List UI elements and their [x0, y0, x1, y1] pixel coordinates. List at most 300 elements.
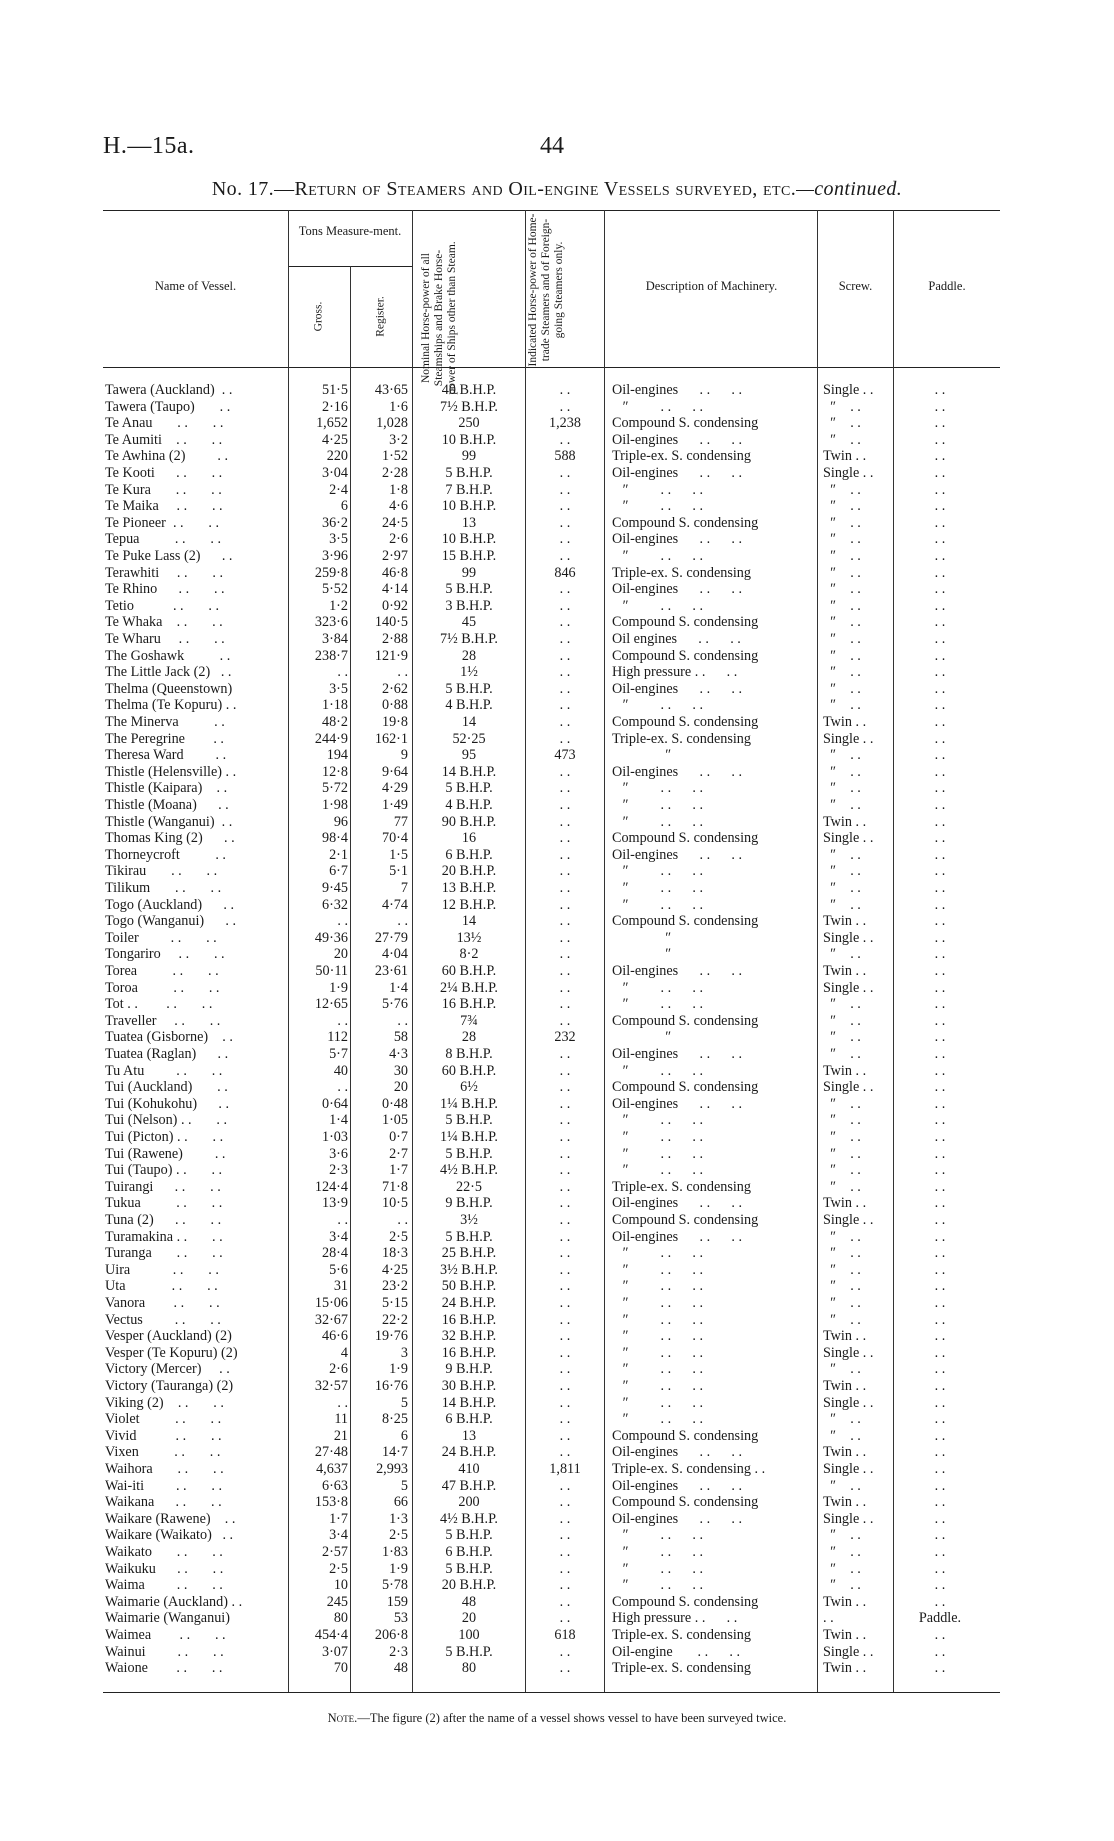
paddle-type: . .	[934, 498, 946, 515]
register-tons: 19·8	[381, 714, 408, 730]
paddle-type: . .	[934, 913, 946, 930]
indicated-hp: 1,811	[549, 1461, 581, 1477]
table-row	[0, 1195, 1114, 1212]
vessel-name: Traveller . . . .	[105, 1012, 221, 1029]
machinery-description: ″ . . . .	[612, 548, 704, 564]
table-row	[0, 1444, 1114, 1461]
screw-type: ″ . .	[823, 1278, 861, 1295]
screw-type: Single . .	[823, 730, 874, 747]
machinery-description: ″	[612, 946, 672, 963]
indicated-hp: . .	[559, 1477, 571, 1494]
machinery-description: Oil-engines . . . .	[612, 963, 743, 979]
indicated-hp: . .	[559, 1660, 571, 1677]
table-row	[0, 697, 1114, 714]
gross-tons: 96	[333, 813, 348, 830]
paddle-type: . .	[934, 1029, 946, 1046]
vessel-name: Thistle (Wanganui) . .	[105, 813, 233, 830]
table-row	[0, 1112, 1114, 1129]
table-row	[0, 913, 1114, 930]
screw-type: Twin . .	[823, 1627, 867, 1643]
nominal-hp: 3 B.H.P.	[445, 597, 493, 614]
register-tons: 1·7	[389, 1162, 408, 1179]
table-row	[0, 1229, 1114, 1246]
indicated-hp: . .	[559, 1178, 571, 1195]
machinery-description: Compound S. condensing	[612, 1427, 759, 1444]
gross-tons: 245	[326, 1593, 348, 1610]
title-prefix: No. 17.—	[211, 178, 295, 200]
indicated-hp: 846	[554, 564, 576, 581]
register-tons: 1·8	[389, 481, 408, 498]
header-indicated-hp: Indicated Horse-power of Home-trade Steamers and of Foreign-going Steamers only.	[527, 213, 565, 367]
gross-tons: 5·72	[321, 780, 348, 797]
paddle-type: . .	[934, 514, 946, 531]
vessel-name: Tawera (Taupo) . .	[105, 398, 231, 415]
indicated-hp: . .	[559, 1378, 571, 1394]
nominal-hp: 5 B.H.P.	[445, 1643, 493, 1660]
vessel-name: Wainui . . . .	[105, 1643, 224, 1660]
screw-type: ″ . .	[823, 1477, 861, 1494]
gross-tons: 51·5	[321, 382, 348, 398]
screw-type: Twin . .	[823, 1593, 867, 1610]
screw-type: Single . .	[823, 929, 874, 946]
table-row	[0, 830, 1114, 847]
indicated-hp: . .	[559, 1112, 571, 1129]
screw-type: ″ . .	[823, 548, 861, 564]
screw-type: ″ . .	[823, 1411, 861, 1428]
register-tons: 9·64	[381, 763, 408, 780]
vessel-name: Thistle (Moana) . .	[105, 797, 229, 813]
vessel-name: Te Rhino . . . .	[105, 581, 225, 598]
vessel-name: Waima . . . .	[105, 1577, 223, 1594]
vessel-name: Waikuku . . . .	[105, 1560, 224, 1577]
nominal-hp: 10 B.H.P.	[441, 531, 497, 548]
gross-tons: 12·8	[321, 763, 348, 780]
screw-type: ″ . .	[823, 797, 861, 813]
gross-tons: 36·2	[321, 514, 348, 531]
paddle-type: . .	[934, 1212, 946, 1228]
indicated-hp: . .	[559, 631, 571, 647]
indicated-hp: 588	[554, 448, 576, 465]
machinery-description: Compound S. condensing	[612, 1212, 759, 1228]
table-row	[0, 482, 1114, 499]
machinery-description: Oil-engines . . . .	[612, 382, 743, 398]
vessel-name: Theresa Ward . .	[105, 747, 227, 764]
gross-tons: 32·57	[314, 1378, 348, 1394]
register-tons: . .	[397, 1212, 408, 1228]
gross-tons: 13·9	[321, 1195, 348, 1212]
header-register: Register.	[374, 296, 387, 337]
register-tons: 1·52	[381, 448, 408, 465]
paddle-type: . .	[934, 747, 946, 764]
vessel-name: Waikato . . . .	[105, 1544, 223, 1560]
table-row	[0, 963, 1114, 980]
nominal-hp: 28	[461, 1029, 477, 1046]
gross-tons: 3·96	[321, 548, 348, 564]
vessel-name: Te Kura . . . .	[105, 481, 222, 498]
note-label: Note.	[327, 1711, 358, 1725]
machinery-description: Oil-engines . . . .	[612, 1228, 743, 1245]
screw-type: ″ . .	[823, 780, 861, 797]
nominal-hp: 4½ B.H.P.	[440, 1162, 498, 1179]
gross-tons: 1·18	[321, 697, 348, 714]
vessel-name: Tepua . . . .	[105, 531, 222, 548]
machinery-description: Oil-engines . . . .	[612, 763, 743, 780]
table-row	[0, 780, 1114, 797]
paddle-type: . .	[934, 1145, 946, 1162]
gross-tons: 70	[333, 1660, 348, 1677]
nominal-hp: 12 B.H.P.	[441, 896, 497, 913]
nominal-hp: 13½	[456, 929, 482, 946]
register-tons: 18·3	[381, 1245, 408, 1262]
paddle-type: . .	[934, 1411, 946, 1428]
register-tons: 77	[393, 813, 408, 830]
paddle-type: . .	[934, 896, 946, 913]
paddle-type: . .	[934, 1593, 946, 1610]
vessel-name: Thelma (Te Kopuru) . .	[105, 697, 237, 714]
table-row	[0, 1411, 1114, 1428]
nominal-hp: 4 B.H.P.	[445, 697, 493, 714]
table-row	[0, 880, 1114, 897]
gross-tons: 21	[333, 1427, 348, 1444]
indicated-hp: . .	[559, 913, 571, 930]
vessel-name: Thorneycroft . .	[105, 846, 226, 863]
register-tons: 3·2	[389, 431, 408, 448]
register-tons: 2·62	[381, 680, 408, 697]
machinery-description: ″ . . . .	[612, 780, 704, 797]
screw-type: Twin . .	[823, 913, 867, 930]
nominal-hp: 40 B.H.P.	[441, 382, 497, 398]
register-tons: 6	[400, 1427, 408, 1444]
machinery-description: ″ . . . .	[612, 597, 704, 614]
register-tons: 5·78	[381, 1577, 408, 1594]
gross-tons: 153·8	[314, 1494, 348, 1511]
register-tons: 4·74	[381, 896, 408, 913]
vessel-name: Tui (Picton) . . . .	[105, 1129, 224, 1145]
table-row	[0, 996, 1114, 1013]
paddle-type: . .	[934, 813, 946, 830]
vessel-name: Te Anau . . . .	[105, 415, 224, 432]
nominal-hp: 13	[461, 514, 477, 531]
vessel-name: Vanora . . . .	[105, 1295, 220, 1311]
nominal-hp: 6 B.H.P.	[445, 1544, 493, 1560]
register-tons: 27·79	[374, 929, 408, 946]
machinery-description: Oil-engines . . . .	[612, 846, 743, 863]
machinery-description: Triple-ex. S. condensing	[612, 730, 751, 747]
table-row	[0, 1561, 1114, 1578]
table-row	[0, 565, 1114, 582]
nominal-hp: 8 B.H.P.	[445, 1046, 493, 1062]
machinery-description: Triple-ex. S. condensing	[612, 1660, 751, 1677]
register-tons: 0·88	[381, 697, 408, 714]
register-tons: . .	[397, 664, 408, 681]
gross-tons: 6·32	[321, 896, 348, 913]
gross-tons: 1·03	[321, 1129, 348, 1145]
table-row	[0, 648, 1114, 665]
indicated-hp: . .	[559, 431, 571, 448]
gross-tons: 323·6	[314, 614, 348, 631]
table-row	[0, 515, 1114, 532]
machinery-description: Oil-engines . . . .	[612, 1510, 743, 1527]
table-row	[0, 1494, 1114, 1511]
indicated-hp: . .	[559, 498, 571, 515]
paddle-type: . .	[934, 1079, 946, 1096]
indicated-hp: . .	[559, 863, 571, 880]
indicated-hp: . .	[559, 880, 571, 896]
table-row	[0, 598, 1114, 615]
register-tons: 7	[400, 880, 408, 896]
indicated-hp: . .	[559, 929, 571, 946]
screw-type: ″ . .	[823, 664, 861, 681]
machinery-description: Compound S. condensing	[612, 1593, 759, 1610]
screw-type: ″ . .	[823, 1046, 861, 1062]
paddle-type: . .	[934, 1477, 946, 1494]
vessel-name: Tetio . . . .	[105, 597, 220, 614]
machinery-description: Oil-engines . . . .	[612, 465, 743, 481]
table-row	[0, 1345, 1114, 1362]
gross-tons: 5·6	[329, 1261, 348, 1278]
machinery-description: Oil-engines . . . .	[612, 1477, 743, 1494]
table-row	[0, 1594, 1114, 1611]
machinery-description: Triple-ex. S. condensing	[612, 448, 751, 465]
table-row	[0, 1428, 1114, 1445]
gross-tons: 1·98	[321, 797, 348, 813]
register-tons: 2·88	[381, 631, 408, 647]
indicated-hp: . .	[559, 1411, 571, 1428]
register-tons: 121·9	[374, 647, 408, 664]
screw-type: Single . .	[823, 1461, 874, 1477]
nominal-hp: 7¾	[460, 1012, 478, 1029]
screw-type: ″ . .	[823, 564, 861, 581]
gross-tons: 5·7	[329, 1046, 348, 1062]
paddle-type: . .	[934, 465, 946, 481]
indicated-hp: . .	[559, 1328, 571, 1345]
indicated-hp: . .	[559, 1560, 571, 1577]
gross-tons: 3·6	[329, 1145, 348, 1162]
machinery-description: ″ . . . .	[612, 1278, 704, 1295]
nominal-hp: 13 B.H.P.	[441, 880, 497, 896]
gross-tons: 15·06	[314, 1295, 348, 1311]
machinery-description: ″ . . . .	[612, 996, 704, 1013]
indicated-hp: . .	[559, 1295, 571, 1311]
nominal-hp: 100	[458, 1627, 480, 1643]
register-tons: 30	[393, 1062, 408, 1079]
indicated-hp: . .	[559, 963, 571, 979]
vessel-name: Thistle (Kaipara) . .	[105, 780, 228, 797]
paddle-type: . .	[934, 1427, 946, 1444]
table-row	[0, 1278, 1114, 1295]
paddle-type: . .	[934, 996, 946, 1013]
vessel-name: Te Awhina (2) . .	[105, 448, 229, 465]
gross-tons: 2·5	[329, 1560, 348, 1577]
screw-type: Twin . .	[823, 1660, 867, 1677]
table-row	[0, 714, 1114, 731]
register-tons: 2·6	[389, 531, 408, 548]
gross-tons: 6·7	[329, 863, 348, 880]
register-tons: 8·25	[381, 1411, 408, 1428]
nominal-hp: 24 B.H.P.	[441, 1295, 497, 1311]
machinery-description: ″ . . . .	[612, 979, 704, 996]
nominal-hp: 4 B.H.P.	[445, 797, 493, 813]
table-row	[0, 548, 1114, 565]
screw-type: ″ . .	[823, 1295, 861, 1311]
gross-tons: 50·11	[315, 963, 348, 979]
gross-tons: 454·4	[314, 1627, 348, 1643]
indicated-hp: . .	[559, 647, 571, 664]
note-text: —The figure (2) after the name of a vessel shows vessel to have been surveyed twice.	[357, 1711, 787, 1725]
vessel-name: Thelma (Queenstown)	[105, 680, 233, 697]
machinery-description: Oil-engines . . . .	[612, 1444, 743, 1461]
vessel-name: Violet . . . .	[105, 1411, 222, 1428]
paddle-type: . .	[934, 797, 946, 813]
indicated-hp: . .	[559, 1427, 571, 1444]
nominal-hp: 14	[461, 913, 477, 930]
gross-tons: 3·07	[321, 1643, 348, 1660]
nominal-hp: 5 B.H.P.	[445, 465, 493, 481]
register-tons: 5·76	[381, 996, 408, 1013]
machinery-description: ″ . . . .	[612, 1129, 704, 1145]
machinery-description: Triple-ex. S. condensing	[612, 1627, 751, 1643]
vessel-name: Torea . . . .	[105, 963, 219, 979]
table-row	[0, 797, 1114, 814]
vessel-name: Te Pioneer . . . .	[105, 514, 220, 531]
table-row	[0, 581, 1114, 598]
paddle-type: . .	[934, 1577, 946, 1594]
nominal-hp: 6 B.H.P.	[445, 846, 493, 863]
paddle-type: . .	[934, 1560, 946, 1577]
table-row	[0, 399, 1114, 416]
indicated-hp: . .	[559, 896, 571, 913]
paddle-type: . .	[934, 631, 946, 647]
table-row	[0, 1245, 1114, 1262]
register-tons: 22·2	[381, 1311, 408, 1328]
screw-type: ″ . .	[823, 1311, 861, 1328]
table-bottom-rule	[103, 1692, 1000, 1693]
table-row	[0, 1162, 1114, 1179]
paddle-type: . .	[934, 763, 946, 780]
machinery-description: ″ . . . .	[612, 1544, 704, 1560]
header-tons-measurement: Tons Measure-ment.	[298, 224, 402, 238]
nominal-hp: 45	[461, 614, 477, 631]
gross-tons: 3·84	[321, 631, 348, 647]
paddle-type: . .	[934, 880, 946, 896]
paddle-type: Paddle.	[918, 1610, 962, 1627]
vessel-name: Togo (Wanganui) . .	[105, 913, 237, 930]
indicated-hp: . .	[559, 1344, 571, 1361]
indicated-hp: . .	[559, 664, 571, 681]
screw-type: ″ . .	[823, 747, 861, 764]
title-text: Return of Steamers and Oil-engine Vessels surveyed, etc.	[294, 178, 797, 200]
table-row	[0, 465, 1114, 482]
nominal-hp: 20 B.H.P.	[441, 1577, 497, 1594]
machinery-description: Compound S. condensing	[612, 415, 759, 432]
screw-type: ″ . .	[823, 581, 861, 598]
machinery-description: High pressure . . . .	[612, 1610, 738, 1627]
nominal-hp: 1¼ B.H.P.	[440, 1129, 498, 1145]
table-title	[0, 178, 1114, 201]
paddle-type: . .	[934, 1394, 946, 1411]
gross-tons: 220	[326, 448, 348, 465]
screw-type: ″ . .	[823, 1261, 861, 1278]
vessel-name: The Goshawk . .	[105, 647, 231, 664]
screw-type: Single . .	[823, 1394, 874, 1411]
vessel-name: Vixen . . . .	[105, 1444, 221, 1461]
table-row	[0, 1029, 1114, 1046]
register-tons: 2·5	[389, 1228, 408, 1245]
register-tons: 4·6	[389, 498, 408, 515]
indicated-hp: . .	[559, 1145, 571, 1162]
register-tons: 162·1	[374, 730, 408, 747]
vessel-name: Waione . . . .	[105, 1660, 223, 1677]
gross-tons: 1·2	[329, 597, 348, 614]
screw-type: ″ . .	[823, 514, 861, 531]
indicated-hp: . .	[559, 979, 571, 996]
nominal-hp: 5 B.H.P.	[445, 680, 493, 697]
gross-tons: . .	[337, 1012, 348, 1029]
vessel-name: Tukua . . . .	[105, 1195, 223, 1212]
machinery-description: Compound S. condensing	[612, 1012, 759, 1029]
indicated-hp: . .	[559, 1162, 571, 1179]
machinery-description: ″ . . . .	[612, 1245, 704, 1262]
screw-type: ″ . .	[823, 880, 861, 896]
screw-type: Single . .	[823, 1079, 874, 1096]
screw-type: ″ . .	[823, 647, 861, 664]
register-tons: 1·4	[389, 979, 408, 996]
vessel-name: Thomas King (2) . .	[105, 830, 235, 847]
vessel-name: Vesper (Auckland) (2)	[105, 1328, 232, 1345]
machinery-description: ″ . . . .	[612, 498, 704, 515]
vessel-name: Tui (Nelson) . . . .	[105, 1112, 228, 1129]
vessel-name: Wai-iti . . . .	[105, 1477, 223, 1494]
screw-type: ″ . .	[823, 1012, 861, 1029]
nominal-hp: 60 B.H.P.	[441, 963, 497, 979]
nominal-hp: 32 B.H.P.	[441, 1328, 497, 1345]
register-tons: 16·76	[374, 1378, 408, 1394]
gross-tons: 2·16	[321, 398, 348, 415]
paddle-type: . .	[934, 1295, 946, 1311]
paddle-type: . .	[934, 1178, 946, 1195]
paddle-type: . .	[934, 382, 946, 398]
nominal-hp: 6½	[460, 1079, 478, 1096]
nominal-hp: 16 B.H.P.	[441, 1344, 497, 1361]
screw-type: ″ . .	[823, 1162, 861, 1179]
machinery-description: ″ . . . .	[612, 697, 704, 714]
indicated-hp: . .	[559, 398, 571, 415]
screw-type: ″ . .	[823, 697, 861, 714]
machinery-description: ″ . . . .	[612, 481, 704, 498]
machinery-description: ″	[612, 747, 672, 764]
table-row	[0, 930, 1114, 947]
machinery-description: Compound S. condensing	[612, 913, 759, 930]
indicated-hp: . .	[559, 813, 571, 830]
register-tons: 1·9	[389, 1560, 408, 1577]
register-tons: 4·14	[381, 581, 408, 598]
register-tons: 5·15	[381, 1295, 408, 1311]
nominal-hp: 24 B.H.P.	[441, 1444, 497, 1461]
screw-type: ″ . .	[823, 1361, 861, 1378]
table-row	[0, 747, 1114, 764]
machinery-description: Oil-engines . . . .	[612, 1046, 743, 1062]
nominal-hp: 5 B.H.P.	[445, 1112, 493, 1129]
indicated-hp: 618	[554, 1627, 576, 1643]
header-nominal-hp: Nominal Horse-power of all Steamships and Brake Horse-power of Ships other than Steam.	[420, 241, 458, 395]
register-tons: 58	[393, 1029, 408, 1046]
table-row	[0, 664, 1114, 681]
table-row	[0, 382, 1114, 399]
machinery-description: ″ . . . .	[612, 1328, 704, 1345]
indicated-hp: . .	[559, 531, 571, 548]
gross-tons: . .	[337, 1212, 348, 1228]
register-tons: 70·4	[381, 830, 408, 847]
